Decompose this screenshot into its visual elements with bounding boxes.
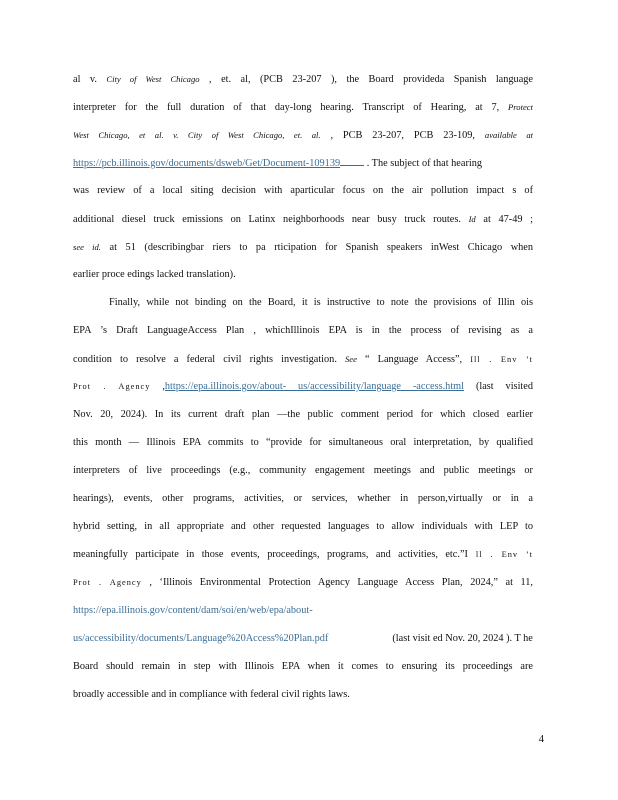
paragraph-first-line [109, 296, 533, 310]
signal-word: See [345, 354, 357, 364]
case-name: West Chicago, et al. v. City of West Chicago, et. al. [73, 130, 321, 140]
text-line [73, 520, 533, 534]
text-span: Board should remain in step with Illinois EPA when it comes to ensuring its proceedings are [73, 661, 533, 672]
text-line [73, 576, 533, 590]
text-span: meaningfully participate in those events, proceedings, programs, and activities, etc.”I [73, 549, 468, 560]
text-span: al v. [73, 74, 107, 85]
text-line [73, 548, 533, 562]
agency-abbrev: Prot . Agency [73, 578, 142, 587]
text-line [73, 660, 533, 674]
text-span: Finally, while not binding on the Board, it is instructive to note the provisions of Illin ois [109, 297, 533, 308]
text-line [73, 240, 533, 255]
text-line [73, 352, 533, 367]
text-span: Nov. 20, 2024). In its current draft plan —the public comment period for which closed earlier [73, 409, 533, 420]
text-line [73, 604, 533, 618]
text-line [73, 464, 533, 478]
citation-id: Id [468, 214, 476, 224]
text-line [73, 324, 533, 338]
text-line [73, 688, 533, 702]
language-plan-link[interactable]: https://epa.illinois.gov/content/dam/soi/en/web/epa/about- [73, 605, 313, 616]
text-span: interpreter for the full duration of that day-long hearing. Transcript of Hearing, at 7, [73, 102, 509, 113]
text-line [73, 156, 533, 171]
text-span: this month — Illinois EPA commits to “provide for simultaneous oral interpretation, by qualified [73, 437, 533, 448]
text-line [73, 436, 533, 450]
text-line [73, 268, 533, 282]
text-span: , PCB 23-207, PCB 23-109, [320, 130, 485, 141]
text-span: (last visited [464, 381, 533, 392]
language-plan-link[interactable]: us/accessibility/documents/Language%20Access%20Plan.pdf [73, 633, 329, 644]
text-span: broadly accessible and in compliance with federal civil rights laws. [73, 689, 350, 700]
text-span: hybrid setting, in all appropriate and other requested languages to allow individuals with LEP to [73, 521, 533, 532]
text-line [73, 408, 533, 422]
text-span: interpreters of live proceedings (e.g., community engagement meetings and public meetings or [73, 465, 533, 476]
signal-word: available at [484, 130, 533, 140]
text-span: additional diesel truck emissions on Latinx neighborhoods near busy truck routes. [73, 214, 469, 225]
text-span: EPA ’s Draft LanguageAccess Plan , whichIllinois EPA is in the process of revising as a [73, 325, 533, 336]
citation-id: see id. [73, 242, 101, 252]
text-line [73, 100, 533, 115]
text-span: hearings), events, other programs, activities, or services, whether in person,virtually or in a [73, 493, 533, 504]
text-span: , ‘Illinois Environmental Protection Agency Language Access Plan, 2024,” at 11, [141, 577, 533, 588]
text-span: (last visit ed Nov. 20, 2024 ). T he [392, 633, 533, 644]
agency-abbrev: Ill . Env ’t [470, 355, 533, 364]
text-line [73, 212, 533, 227]
text-span: at 47-49 ; [475, 214, 533, 225]
text-line [73, 380, 533, 394]
text-span: earlier proce edings lacked translation). [73, 269, 236, 280]
hearing-transcript-link[interactable]: https://pcb.illinois.gov/documents/dsweb/Get/Document-109139 [73, 158, 341, 169]
language-access-link[interactable]: https://epa.illinois.gov/about- us/accessibility/language -access.html [164, 381, 465, 392]
agency-abbrev: ll . Env ’t [467, 550, 533, 559]
text-span: . The subject of that hearing [366, 158, 483, 169]
case-name: Protect [508, 102, 533, 112]
text-span: at 51 (describingbar riers to pa rticipation for Spanish speakers inWest Chicago when [100, 242, 533, 253]
text-line [73, 632, 533, 646]
text-span: condition to resolve a federal civil rights investigation. [73, 354, 345, 365]
case-name: City of West Chicago [106, 74, 200, 84]
agency-abbrev: Prot . Agency [73, 382, 151, 391]
text-line [73, 128, 533, 143]
page-number: 4 [538, 734, 544, 745]
text-span: , [150, 381, 165, 392]
text-span: “ Language Access”, [356, 354, 471, 365]
text-span: was review of a local siting decision with aparticular focus on the air pollution impact s of [73, 185, 533, 196]
text-line [73, 184, 533, 198]
text-line [73, 72, 533, 87]
text-span: , et. al, (PCB 23-207 ), the Board provideda Spanish language [199, 74, 533, 85]
text-line [73, 492, 533, 506]
